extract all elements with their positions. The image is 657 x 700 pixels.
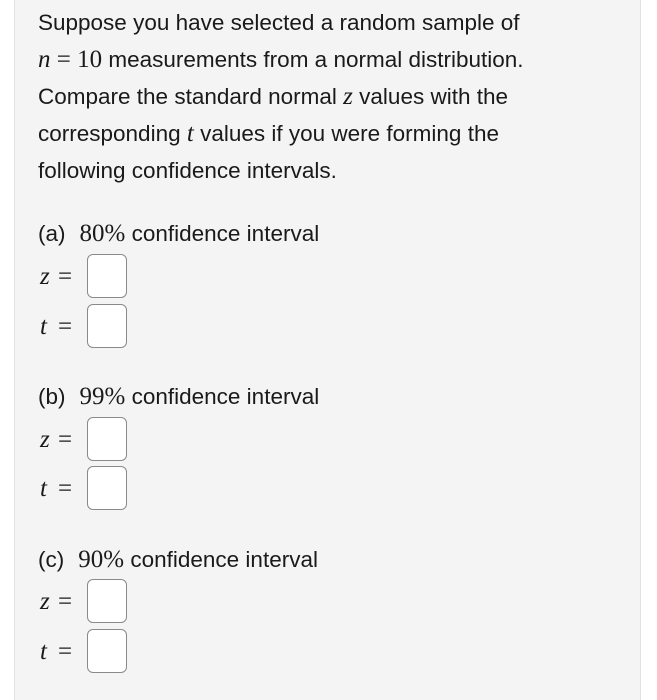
part-a-t-equals: = xyxy=(58,313,73,340)
part-b xyxy=(38,382,598,502)
part-b-heading xyxy=(38,382,598,412)
question-line-3-end: values with the xyxy=(359,84,509,109)
z-symbol: z xyxy=(343,83,353,110)
question-line-2: measurements from a normal distribution. xyxy=(108,47,524,72)
part-a-letter: (a) xyxy=(38,221,66,246)
question-line-3-start: Compare the standard normal xyxy=(38,84,337,109)
part-c-letter: (c) xyxy=(38,547,65,572)
part-a-label: confidence interval xyxy=(131,221,320,246)
question-line-4-end: values if you were forming the xyxy=(200,121,499,146)
part-b-t-var: t xyxy=(40,475,47,502)
part-b-z-equals: = xyxy=(58,426,73,453)
part-b-label: confidence interval xyxy=(131,384,320,409)
part-a-z-equals: = xyxy=(58,263,73,290)
part-c-z-input[interactable] xyxy=(87,579,127,623)
part-c-heading xyxy=(38,545,598,575)
part-c-percent: 90% xyxy=(78,546,125,573)
part-b-z-input[interactable] xyxy=(87,417,127,461)
n-equals: = xyxy=(56,46,71,73)
part-a-z-var: z xyxy=(40,263,50,290)
part-c-t-equals: = xyxy=(58,638,73,665)
question-text xyxy=(38,4,618,189)
part-c-z-equals: = xyxy=(58,588,73,615)
part-b-t-input[interactable] xyxy=(87,466,127,510)
part-a-t-row xyxy=(38,304,238,352)
question-line-5: following confidence intervals. xyxy=(38,158,337,183)
n-symbol: n xyxy=(38,46,51,73)
part-b-t-row xyxy=(38,466,238,514)
part-a-percent: 80% xyxy=(79,220,126,247)
part-a xyxy=(38,219,598,340)
question-line-1: Suppose you have selected a random sample of xyxy=(38,10,520,35)
part-a-t-var: t xyxy=(40,313,47,340)
question-line-4-start: corresponding xyxy=(38,121,181,146)
part-a-t-input[interactable] xyxy=(87,304,127,348)
part-c-t-var: t xyxy=(40,638,47,665)
part-c-t-row xyxy=(38,629,238,677)
part-b-percent: 99% xyxy=(79,383,126,410)
part-c xyxy=(38,545,598,665)
part-b-t-equals: = xyxy=(58,475,73,502)
n-expression xyxy=(38,46,102,73)
part-b-z-var: z xyxy=(40,426,50,453)
t-symbol: t xyxy=(186,120,194,147)
part-c-t-input[interactable] xyxy=(87,629,127,673)
n-value: 10 xyxy=(77,46,103,73)
part-c-z-row xyxy=(38,579,238,627)
part-a-z-input[interactable] xyxy=(87,254,127,298)
part-a-heading xyxy=(38,219,598,249)
question-card xyxy=(14,0,641,700)
part-b-z-row xyxy=(38,417,238,465)
part-b-letter: (b) xyxy=(38,384,66,409)
part-c-z-var: z xyxy=(40,588,50,615)
part-a-z-row xyxy=(38,254,238,302)
part-c-label: confidence interval xyxy=(130,547,318,572)
